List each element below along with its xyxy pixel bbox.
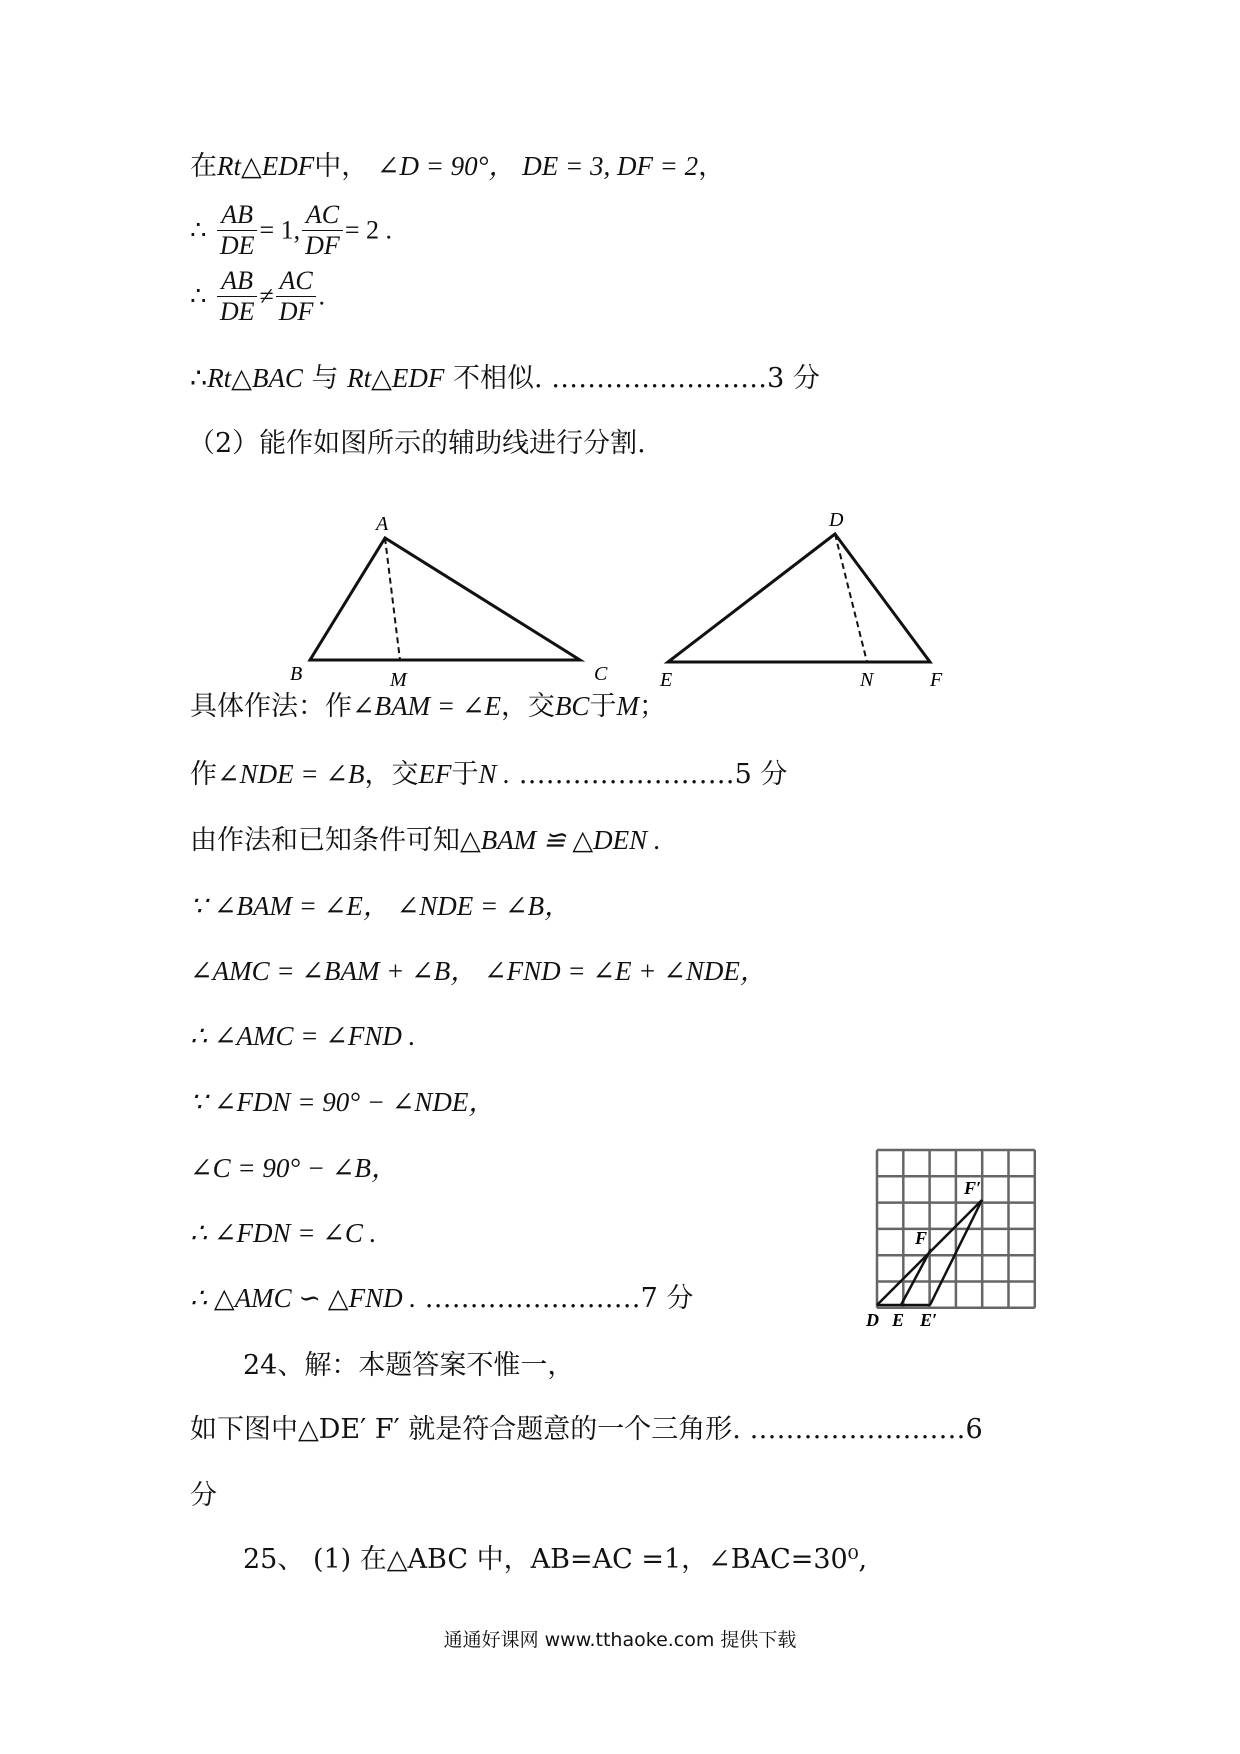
triangle-def	[659, 509, 943, 691]
line-congruent	[190, 824, 661, 857]
line-part-2: （2）能作如图所示的辅助线进行分割.	[188, 428, 646, 459]
label-n: N	[860, 669, 874, 691]
line-similar	[190, 1282, 693, 1315]
label-m: M	[390, 669, 407, 691]
math: ∴ △AMC ∽ △FND .	[190, 1283, 417, 1313]
score-3: ……………………3 分	[551, 363, 820, 394]
fraction-line-neq	[190, 266, 325, 327]
math: Rt△EDF	[347, 363, 445, 393]
grid-figure	[860, 1140, 1060, 1340]
fraction-ac-df	[302, 200, 343, 261]
line-q24: 24、解：本题答案不惟一，	[243, 1350, 575, 1381]
numerator: AC	[302, 200, 343, 231]
text: 于	[589, 691, 617, 722]
dashed-line-am	[385, 538, 400, 660]
math: ∠NDE = ∠B	[217, 759, 365, 789]
fraction-ab-de	[217, 200, 258, 261]
label-e: E	[660, 669, 673, 691]
text: 不相似.	[452, 363, 543, 394]
text: 具体作法：作	[190, 691, 352, 722]
line-q25: 25、 (1) 在△ABC 中，AB=AC =1，∠BAC=30⁰,	[243, 1544, 868, 1575]
therefore-symbol: ∴	[190, 363, 208, 394]
denominator: DE	[219, 296, 255, 326]
line-construction-2	[190, 758, 787, 791]
triangle-def-shape	[668, 534, 930, 662]
denominator: DF	[278, 296, 314, 326]
label-d: D	[829, 509, 844, 531]
triangle-abc-shape	[310, 538, 580, 660]
math: ∠BAM = ∠E	[352, 691, 501, 721]
triangle-abc	[290, 513, 608, 691]
label-e: E	[892, 1310, 905, 1330]
text: 于	[451, 759, 479, 790]
line-rt-edf	[190, 150, 725, 183]
line-because-fdn: ∵ ∠FDN = 90° − ∠NDE，	[190, 1087, 496, 1117]
line-q24-score-unit: 分	[190, 1480, 217, 1511]
triangles-figure	[280, 500, 960, 700]
fraction-ab-de	[217, 266, 258, 327]
text: 由作法和已知条件可知	[190, 825, 460, 856]
label-d: D	[866, 1310, 879, 1330]
label-f: F	[930, 669, 943, 691]
text: 在	[190, 151, 217, 182]
numerator: AB	[217, 200, 258, 231]
label-b: B	[290, 663, 303, 685]
text: 与	[311, 363, 339, 394]
text: 中，	[314, 151, 369, 182]
math: Rt△BAC	[207, 363, 303, 393]
fraction-ac-df	[276, 266, 317, 327]
equals-value: = 1,	[259, 215, 301, 245]
numerator: AB	[217, 266, 258, 297]
math: Rt△EDF	[217, 151, 315, 181]
equals-value: = 2 .	[344, 215, 392, 245]
label-e-prime: E′	[920, 1310, 938, 1330]
therefore-symbol: ∴	[190, 281, 207, 312]
line-angle-c: ∠C = 90° − ∠B，	[190, 1153, 398, 1183]
score-7: ……………………7 分	[424, 1283, 694, 1314]
label-f: F	[915, 1228, 928, 1248]
period: .	[318, 281, 325, 311]
text: ；	[638, 691, 666, 722]
math: BC	[554, 691, 590, 721]
math: △BAM ≌ △DEN .	[460, 825, 661, 855]
line-therefore-amc: ∴ ∠AMC = ∠FND .	[190, 1021, 416, 1051]
numerator: AC	[276, 266, 317, 297]
text: ，交	[364, 759, 419, 790]
math: EF	[418, 759, 452, 789]
footer: 通通好课网 www.tthaoke.com 提供下载	[443, 1629, 797, 1651]
line-angle-sums: ∠AMC = ∠BAM + ∠B， ∠FND = ∠E + ∠NDE，	[190, 956, 767, 986]
denominator: DF	[305, 230, 340, 260]
line-construction-1	[190, 690, 666, 723]
line-not-similar	[190, 362, 820, 395]
line-therefore-fdn: ∴ ∠FDN = ∠C .	[190, 1218, 377, 1248]
fraction-line-ratios	[190, 200, 392, 261]
label-c: C	[594, 663, 608, 685]
grid-lines	[877, 1150, 1035, 1308]
therefore-symbol: ∴	[190, 215, 207, 246]
text: 作	[190, 759, 217, 790]
math: N .	[478, 759, 510, 789]
score-5: ……………………5 分	[518, 759, 788, 790]
label-f-prime: F′	[964, 1178, 982, 1198]
neq-symbol: ≠	[259, 281, 274, 311]
math: M	[616, 691, 639, 721]
text: ，交	[500, 691, 555, 722]
line-because-1: ∵ ∠BAM = ∠E， ∠NDE = ∠B，	[190, 891, 572, 921]
line-q24-answer: 如下图中△DE′ F′ 就是符合题意的一个三角形. ……………………6	[190, 1414, 983, 1445]
math: ∠D = 90°， DE = 3, DF = 2	[376, 151, 699, 181]
denominator: DE	[219, 230, 255, 260]
label-a: A	[376, 513, 389, 535]
text: ，	[698, 151, 726, 182]
